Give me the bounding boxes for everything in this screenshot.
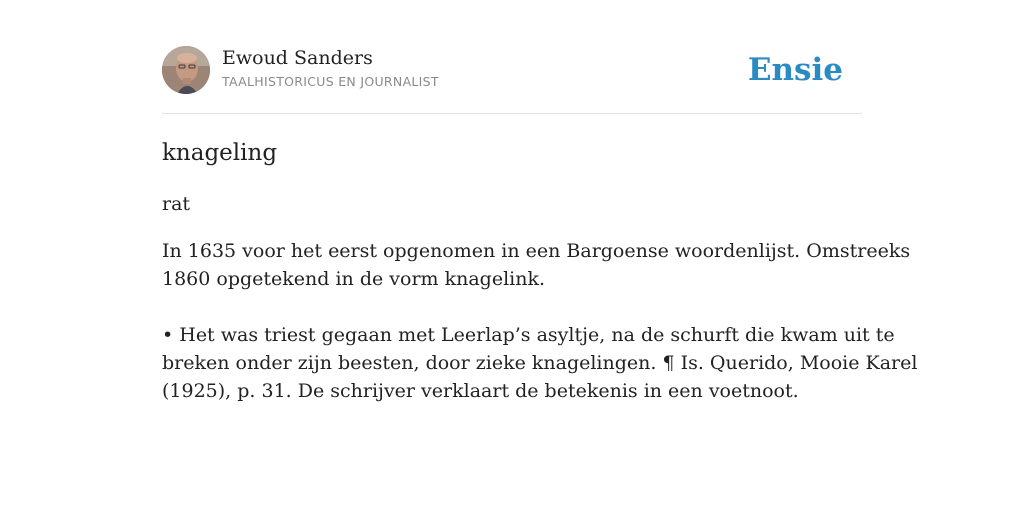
entry-headword: knageling bbox=[162, 140, 278, 166]
entry-citation bbox=[162, 321, 918, 405]
brand-logo[interactable]: Ensie bbox=[747, 52, 843, 88]
etymology-line: 1860 opgetekend in de vorm knagelink. bbox=[162, 268, 546, 290]
header-divider bbox=[162, 113, 862, 114]
citation-line: (1925), p. 31. De schrijver verklaart de betekenis in een voetnoot. bbox=[162, 380, 799, 402]
author-portrait-icon bbox=[162, 46, 210, 94]
citation-line: • Het was triest gegaan met Leerlap’s asyltje, na de schurft die kwam uit te bbox=[162, 324, 895, 346]
citation-line: breken onder zijn beesten, door zieke knagelingen. ¶ Is. Querido, Mooie Karel bbox=[162, 352, 918, 374]
author-header bbox=[162, 46, 862, 96]
author-avatar[interactable] bbox=[162, 46, 210, 94]
entry-etymology bbox=[162, 237, 911, 293]
author-name[interactable]: Ewoud Sanders bbox=[222, 47, 373, 69]
entry-definition: rat bbox=[162, 193, 191, 215]
author-role: TAALHISTORICUS EN JOURNALIST bbox=[222, 74, 439, 89]
entry-card bbox=[162, 0, 918, 512]
etymology-line: In 1635 voor het eerst opgenomen in een Bargoense woordenlijst. Omstreeks bbox=[162, 240, 911, 262]
